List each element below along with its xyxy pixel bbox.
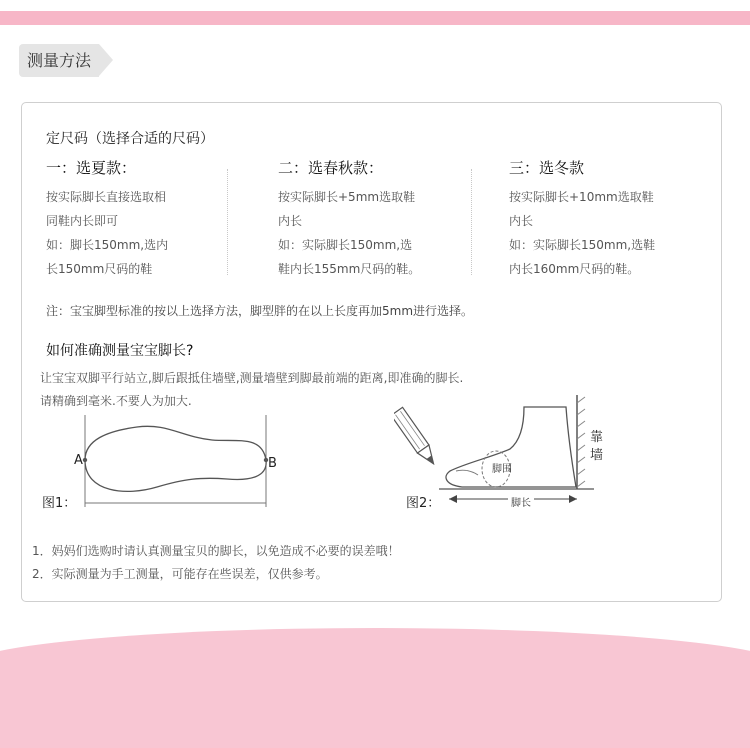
spring-autumn-line: 按实际脚长+5mm选取鞋 — [278, 190, 416, 204]
winter-line: 内长 — [509, 214, 534, 228]
section-title-tag — [19, 44, 99, 77]
summer-line: 长150mm尺码的鞋 — [46, 262, 153, 276]
point-a-label: A — [74, 453, 83, 468]
wall-label-1: 靠 — [590, 430, 604, 445]
column-divider — [227, 169, 228, 275]
how-heading: 如何准确测量宝宝脚长? — [46, 343, 194, 359]
section-title: 测量方法 — [27, 51, 92, 70]
measurement-card — [21, 102, 722, 602]
how-instruction: 让宝宝双脚平行站立,脚后跟抵住墙壁,测量墙壁到脚最前端的距离,即准确的脚长. — [40, 371, 464, 385]
spring-autumn-line: 鞋内长155mm尺码的鞋。 — [278, 262, 421, 276]
size-note: 注：宝宝脚型标准的按以上选择方法，脚型胖的在以上长度再加5mm进行选择。 — [46, 304, 474, 318]
spring-autumn-line: 内长 — [278, 214, 303, 228]
summer-line: 如：脚长150mm,选内 — [46, 238, 169, 252]
girth-label: 脚围 — [492, 464, 512, 475]
tip-item: 1．妈妈们选购时请认真测量宝贝的脚长，以免造成不必要的误差哦！ — [32, 544, 400, 558]
figure-1-label: 图1： — [42, 496, 77, 511]
tip-item: 2．实际测量为手工测量，可能存在些误差，仅供参考。 — [32, 567, 328, 581]
figure-2-label: 图2： — [406, 496, 441, 511]
winter-title: 三：选冬款 — [509, 159, 585, 177]
summer-title: 一：选夏款： — [46, 159, 137, 177]
bottom-pink-band — [0, 628, 750, 748]
summer-column — [46, 157, 226, 281]
length-label: 脚长 — [508, 494, 534, 509]
point-b-label: B — [268, 456, 277, 471]
size-heading: 定尺码（选择合适的尺码） — [46, 131, 214, 147]
winter-line: 如：实际脚长150mm,选鞋 — [509, 238, 656, 252]
winter-column — [509, 157, 709, 281]
winter-line: 内长160mm尺码的鞋。 — [509, 262, 640, 276]
wall-label-2: 墙 — [590, 448, 604, 463]
spring-autumn-line: 如：实际脚长150mm,选 — [278, 238, 413, 252]
column-divider — [471, 169, 472, 275]
spring-autumn-column — [278, 157, 468, 281]
footprint-figure — [62, 415, 287, 510]
winter-line: 按实际脚长+10mm选取鞋 — [509, 190, 654, 204]
how-instruction: 请精确到毫米.不要人为加大. — [40, 394, 192, 408]
summer-line: 按实际脚长直接选取相 — [46, 190, 167, 204]
spring-autumn-title: 二：选春秋款： — [278, 159, 384, 177]
summer-line: 同鞋内长即可 — [46, 214, 119, 228]
top-pink-band — [0, 11, 750, 25]
